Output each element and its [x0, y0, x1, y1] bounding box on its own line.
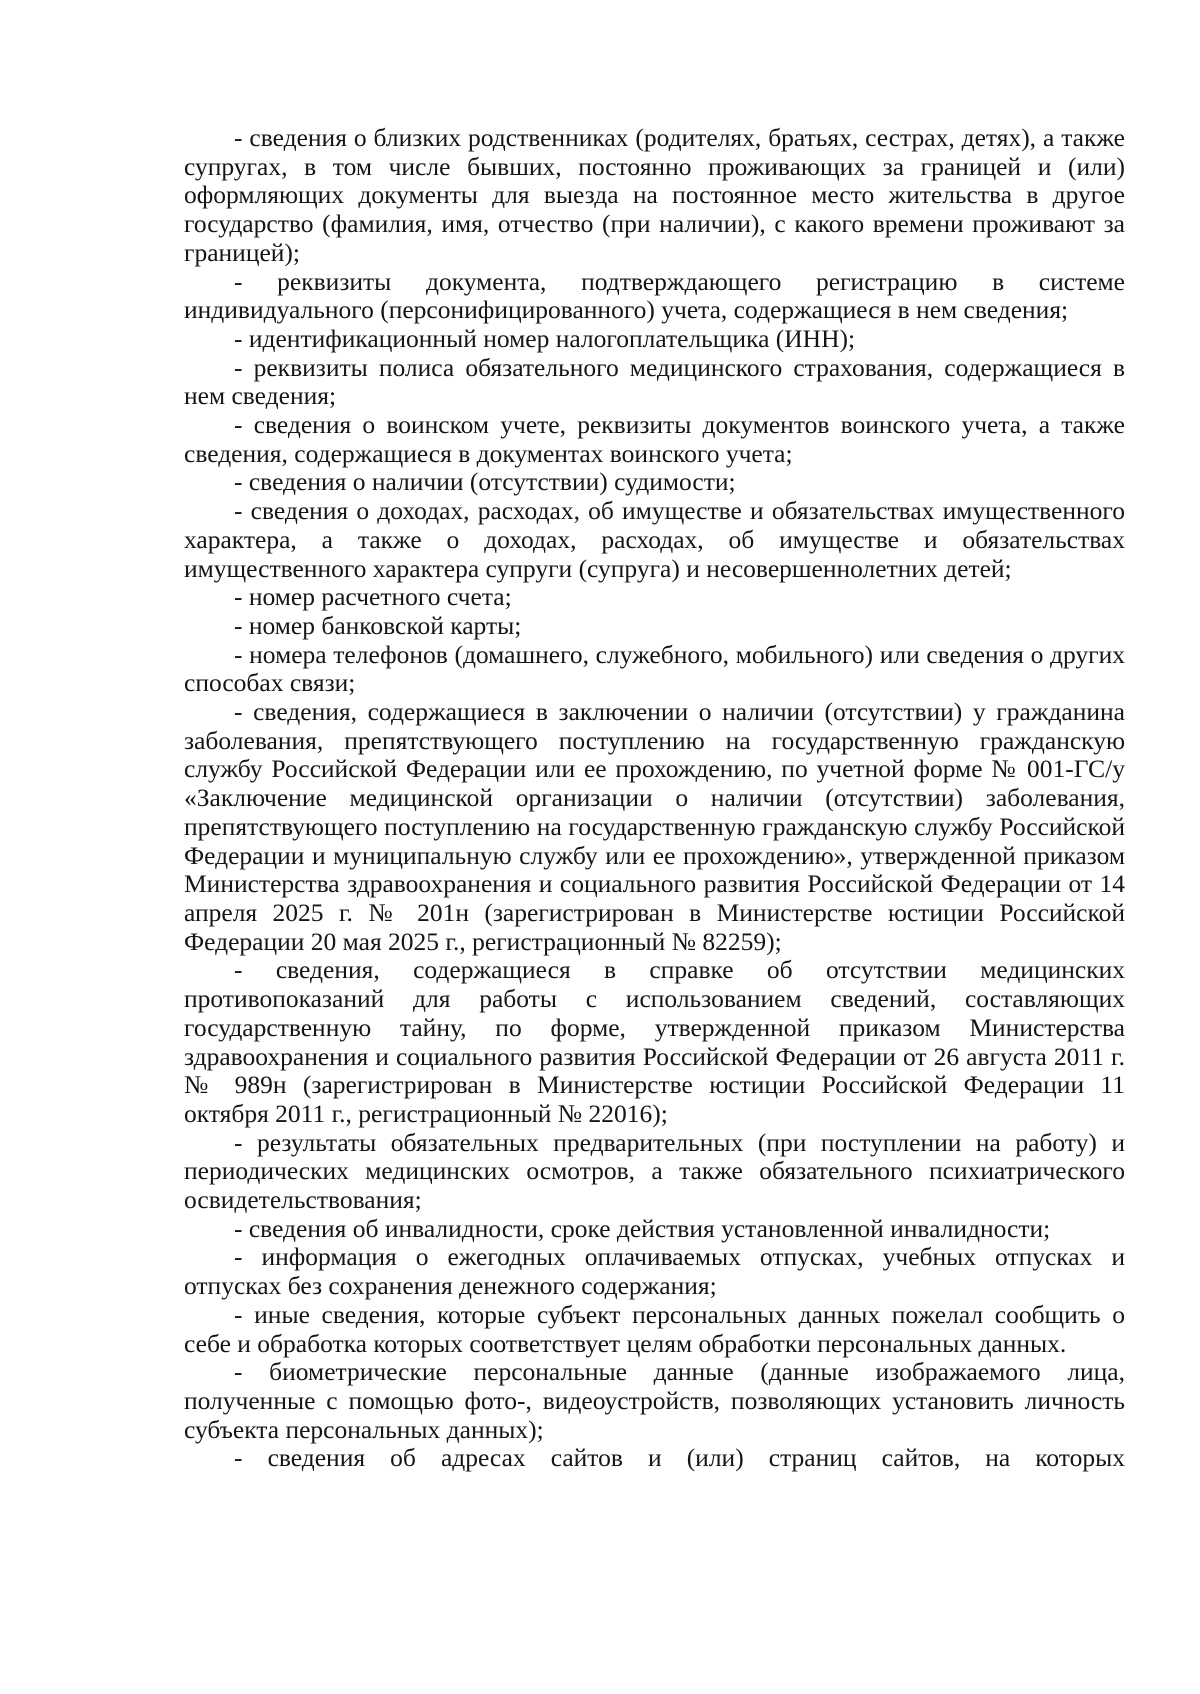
list-item-military-registration: - сведения о воинском учете, реквизиты документов воинского учета, а также сведения, содержащиеся в документах воинского учета; [184, 410, 1125, 468]
list-item-medical-examinations: - результаты обязательных предварительных (при поступлении на работу) и периодических медицинских осмотров, а также обязательного психиатрического освидетельствования; [184, 1127, 1125, 1215]
list-item-inn: - идентификационный номер налогоплательщика (ИНН); [234, 323, 856, 353]
list-item-bank-card: - номер банковской карты; [234, 610, 522, 640]
list-item-medical-conclusion: - сведения, содержащиеся в заключении о наличии (отсутствии) у гражданина заболевания, препятствующего поступлению на государственную гражданскую службу Российской Федерации или ее прохождению, по учетной форме № 001-ГС/у «Заключение медицинской организации о наличии (отсутствии) заболевания, препятствующего поступлению на государственную гражданскую службу Российской Федерации и муниципальную службу или ее прохождению», утвержденной приказом Министерства здравоохранения и социального развития Российской Федерации от 14 апреля 2025 г. № 201н (зарегистрирован в Министерстве юстиции Российской Федерации 20 мая 2025 г., регистрационный № 82259); [184, 697, 1125, 956]
list-item-website-addresses: - сведения об адресах сайтов и (или) страниц сайтов, на которых [234, 1443, 1125, 1473]
document-page [184, 124, 1125, 1473]
list-item-biometric-data: - биометрические персональные данные (данные изображаемого лица, полученные с помощью фото-, видеоустройств, позволяющих установить личность субъекта персональных данных); [184, 1357, 1125, 1444]
list-item-medical-insurance-policy: - реквизиты полиса обязательного медицинского страхования, содержащиеся в нем сведения; [184, 352, 1125, 411]
list-item-medical-certificate: - сведения, содержащиеся в справке об отсутствии медицинских противопоказаний для работы с использованием сведений, составляющих государственную тайну, по форме, утвержденной приказом Министерства здравоохранения и социального развития Российской Федерации от 26 августа 2011 г. № 989н (зарегистрирован в Министерстве юстиции Российской Федерации 11 октября 2011 г., регистрационный № 22016); [184, 955, 1125, 1128]
list-item-bank-account: - номер расчетного счета; [234, 582, 512, 612]
list-item-phone-numbers: - номера телефонов (домашнего, служебного, мобильного) или сведения о других способах связи; [184, 639, 1125, 698]
list-item-vacations: - информация о ежегодных оплачиваемых отпусках, учебных отпусках и отпусках без сохранения денежного содержания; [184, 1242, 1125, 1301]
list-item-disability: - сведения об инвалидности, сроке действия установленной инвалидности; [234, 1213, 1051, 1243]
list-item-criminal-record: - сведения о наличии (отсутствии) судимости; [234, 467, 736, 497]
list-item-income-and-property: - сведения о доходах, расходах, об имуществе и обязательствах имущественного характера, а также о доходах, расходах, об имуществе и обязательствах имущественного характера супруги (супруга) и несовершеннолетних детей; [184, 496, 1125, 583]
list-item-other-information: - иные сведения, которые субъект персональных данных пожелал сообщить о себе и обработка которых соответствует целям обработки персональных данных. [184, 1299, 1125, 1358]
list-item-personalized-accounting: - реквизиты документа, подтверждающего регистрацию в системе индивидуального (персонифицированного) учета, содержащиеся в нем сведения; [184, 266, 1125, 325]
list-item-close-relatives: - сведения о близких родственниках (родителях, братьях, сестрах, детях), а также супругах, в том числе бывших, постоянно проживающих за границей и (или) оформляющих документы для выезда на постоянное место жительства в другое государство (фамилия, имя, отчество (при наличии), с какого времени проживают за границей); [184, 123, 1125, 267]
